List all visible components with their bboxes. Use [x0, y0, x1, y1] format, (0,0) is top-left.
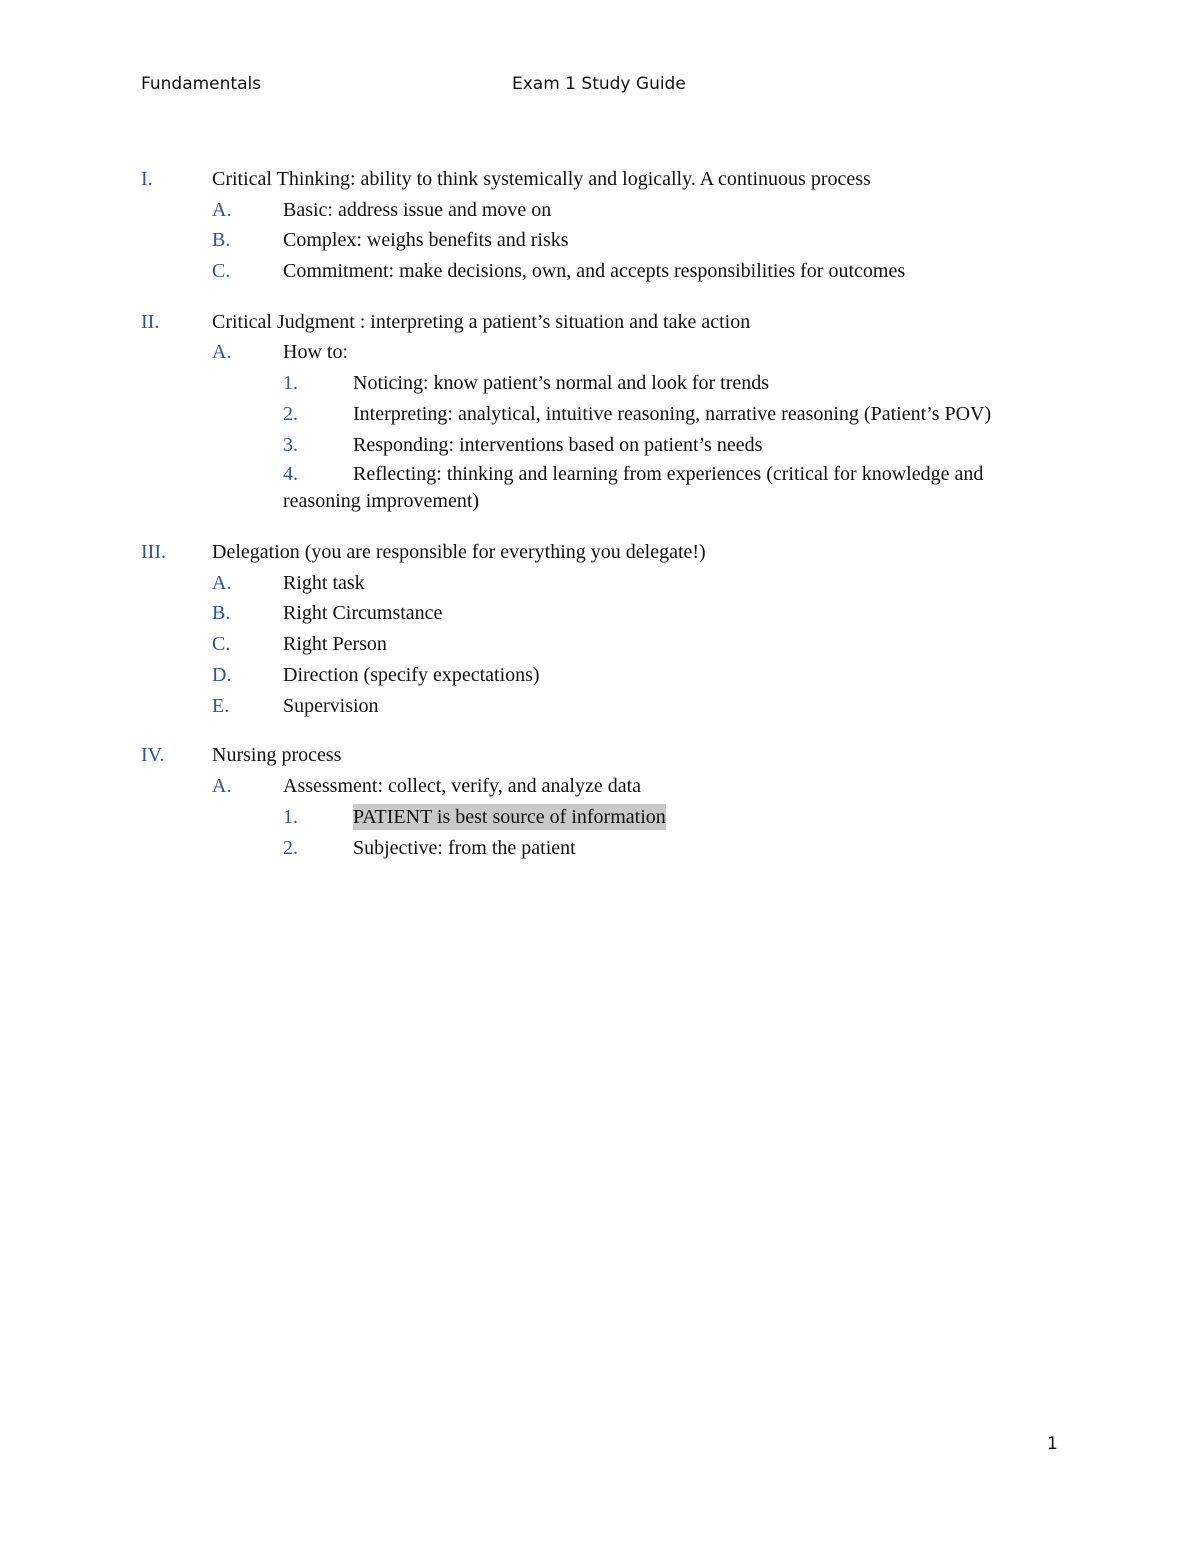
section-marker: IV.: [141, 744, 165, 766]
item-text: Commitment: make decisions, own, and accepts responsibilities for outcomes: [283, 260, 906, 282]
item-marker: E.: [212, 695, 230, 717]
item-marker: B.: [212, 229, 231, 251]
sub-item-text: Interpreting: analytical, intuitive reasoning, narrative reasoning (Patient’s POV): [353, 403, 992, 425]
item-text: Direction (specify expectations): [283, 664, 540, 686]
sub-item-marker: 2.: [283, 403, 298, 425]
sub-item-marker: 3.: [283, 434, 298, 456]
item-marker: A.: [212, 775, 232, 797]
item-text: Complex: weighs benefits and risks: [283, 229, 569, 251]
item-marker: A.: [212, 341, 232, 363]
item-text: Supervision: [283, 695, 379, 717]
item-text: Right Circumstance: [283, 602, 443, 624]
highlighted-text: PATIENT is best source of information: [353, 806, 666, 828]
section-marker: II.: [141, 311, 160, 333]
section-marker: I.: [141, 168, 153, 190]
sub-item-continuation-text: reasoning improvement): [283, 490, 480, 512]
sub-item-marker: 1.: [283, 372, 298, 394]
sub-item-text: Subjective: from the patient: [353, 837, 576, 859]
item-text: Assessment: collect, verify, and analyze data: [283, 775, 642, 797]
header-left: Fundamentals: [141, 74, 262, 94]
header-title: Exam 1 Study Guide: [512, 74, 686, 94]
item-marker: D.: [212, 664, 232, 686]
item-text: Basic: address issue and move on: [283, 199, 552, 221]
item-text: How to:: [283, 341, 348, 363]
sub-item-marker: 1.: [283, 806, 298, 828]
section-heading: Nursing process: [212, 744, 342, 766]
sub-item-text: Responding: interventions based on patient’s needs: [353, 434, 763, 456]
item-marker: A.: [212, 572, 232, 594]
item-marker: B.: [212, 602, 231, 624]
item-marker: A.: [212, 199, 232, 221]
item-marker: C.: [212, 633, 231, 655]
section-marker: III.: [141, 541, 166, 563]
sub-item-marker: 4.: [283, 463, 298, 485]
item-text: Right task: [283, 572, 365, 594]
page-number: 1: [1047, 1434, 1058, 1454]
item-marker: C.: [212, 260, 231, 282]
sub-item-marker: 2.: [283, 837, 298, 859]
item-text: Right Person: [283, 633, 387, 655]
sub-item-text: Noticing: know patient’s normal and look for trends: [353, 372, 770, 394]
section-heading: Critical Judgment : interpreting a patient’s situation and take action: [212, 311, 751, 333]
section-heading: Delegation (you are responsible for everything you delegate!): [212, 541, 706, 563]
sub-item-text: Reflecting: thinking and learning from experiences (critical for knowledge and: [353, 463, 984, 485]
section-heading: Critical Thinking: ability to think systemically and logically. A continuous process: [212, 168, 871, 190]
